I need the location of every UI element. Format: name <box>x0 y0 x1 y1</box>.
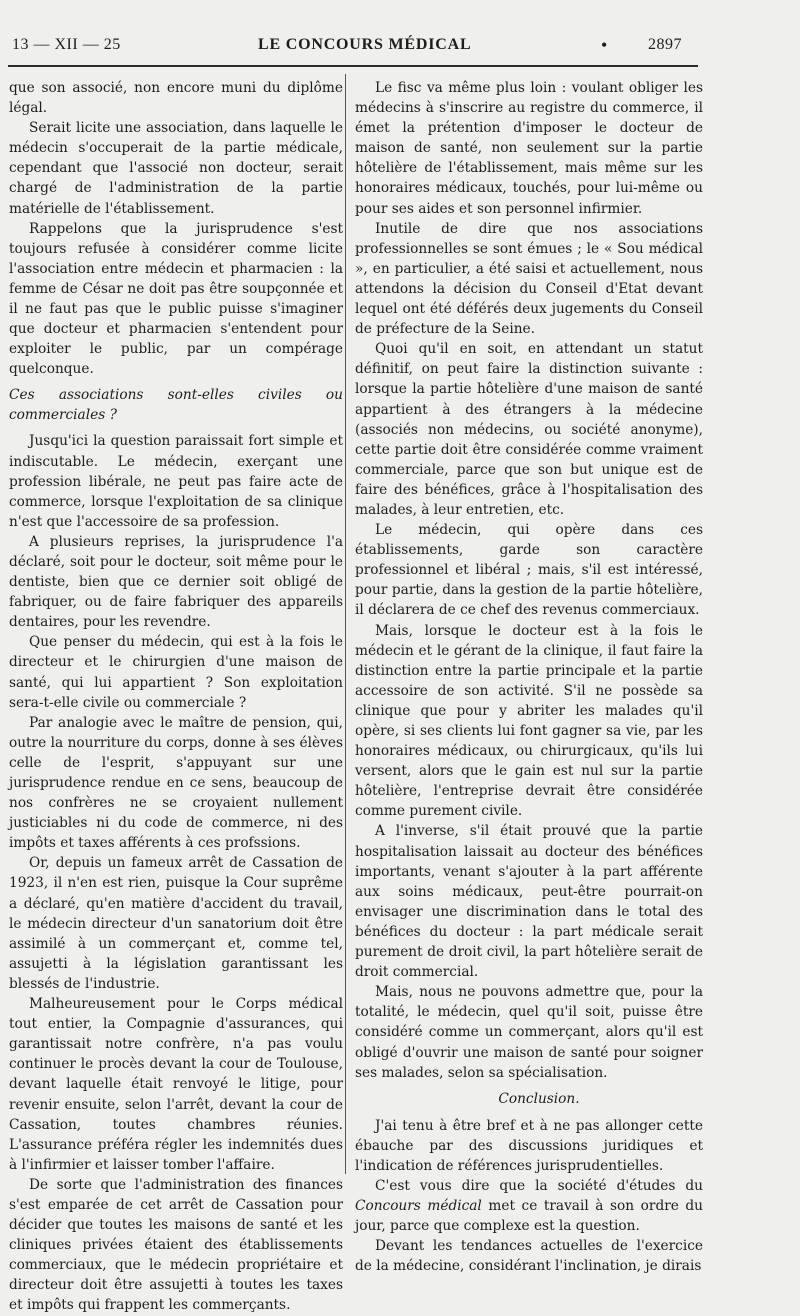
issue-date: 13 — XII — 25 <box>12 36 121 53</box>
paragraph: que son associé, non encore muni du diplôme légal. <box>9 80 343 117</box>
paragraph: Rappelons que la jurisprudence s'est toujours refusée à considérer comme licite l'association entre médecin et pharmacien : la femme de César ne doit pas être soupçonnée et il ne faut pas que le public puisse s'imaginer que docteur et pharmacien s'entendent pour exploiter le public, par un compérage quelconque. <box>9 220 343 378</box>
header-rule <box>8 65 698 67</box>
page-number: 2897 <box>648 36 682 53</box>
text-run: C'est vous dire que la société d'études du <box>375 1177 703 1194</box>
paragraph: Que penser du médecin, qui est à la fois le directeur et le chirurgien d'une maison de santé, qui lui appartient ? Son exploitation sera-t-elle civile ou commerciale ? <box>9 634 343 711</box>
journal-name: Concours médical <box>355 1198 482 1215</box>
left-column <box>9 78 343 1316</box>
paragraph: J'ai tenu à être bref et à ne pas allonger cette ébauche par des discussions juridiques et l'indication de références jurisprudentielles. <box>355 1117 703 1174</box>
paragraph: Malheureusement pour le Corps médical tout entier, la Compagnie d'assurances, qui garantissait notre confrère, n'a pas voulu continuer le procès devant la cour de Toulouse, devant laquelle était renvoyé le litige, pour revenir ensuite, selon l'arrêt, devant la cour de Cassation, toutes chambres réunies. L'assurance préféra régler les indemnités dues à l'infirmier et laisser tomber l'affaire. <box>9 996 343 1173</box>
text-run: met ce travail à son ordre du jour, parce que complexe est la question. <box>355 1198 703 1235</box>
paragraph: Or, depuis un fameux arrêt de Cassation de 1923, il n'en est rien, puisque la Cour suprême a déclaré, qu'en matière d'accident du travail, le médecin directeur d'un sanatorium doit être assimilé à un commerçant et, comme tel, assujetti à la législation garantissant les blessés de l'industrie. <box>9 855 343 992</box>
journal-title: LE CONCOURS MÉDICAL <box>258 36 472 53</box>
header-bullet: • <box>601 35 608 55</box>
paragraph: Quoi qu'il en soit, en attendant un statut définitif, on peut faire la distinction suivante : lorsque la partie hôtelière d'une maison de santé appartient à des étrangers à la médecine (associés non médecins, ou société anonyme), cette partie doit être considérée comme vraiment commerciale, parce que son but unique est de faire des bénéfices, grâce à l'hospitalisation des malades, à leur entretien, etc. <box>355 341 703 518</box>
paragraph: Le médecin, qui opère dans ces établissements, garde son caractère professionnel et libéral ; mais, s'il est intéressé, pour partie, dans la gestion de la partie hôtelière, il déclarera de ce chef des revenus commerciaux. <box>355 522 703 619</box>
conclusion-heading: Conclusion. <box>498 1090 580 1107</box>
paragraph: Serait licite une association, dans laquelle le médecin s'occuperait de la partie médicale, cependant que l'associé non docteur, serait chargé de l'administration de la partie matérielle de l'établissement. <box>9 120 343 217</box>
paragraph: Devant les tendances actuelles de l'exercice de la médecine, considérant l'inclination, je dirais <box>355 1238 703 1275</box>
paragraph: Mais, lorsque le docteur est à la fois le médecin et le gérant de la clinique, il faut faire la distinction entre la partie principale et la partie accessoire de son activité. S'il ne possède sa clinique que pour y abriter les malades qu'il opère, si ses clients lui font gagner sa vie, par les honoraires médicaux, ou chirurgicaux, qu'ils lui versent, alors que le gain est nul sur la partie hôtelière, l'entreprise devrait être considérée comme purement civile. <box>355 622 703 820</box>
paragraph: Inutile de dire que nos associations professionnelles se sont émues ; le « Sou médical », en particulier, a été saisi et actuellement, nous attendons la décision du Conseil d'Etat devant lequel ont été déférés deux jugements du Conseil de préfecture de la Seine. <box>355 220 703 338</box>
section-heading: Ces associations sont-elles civiles ou commerciales ? <box>9 387 343 424</box>
right-column <box>355 78 703 1276</box>
column-divider <box>345 74 346 1174</box>
paragraph: Par analogie avec le maître de pension, qui, outre la nourriture du corps, donne à ses élèves celle de l'esprit, s'appuyant sur une jurisprudence rendue en ce sens, beaucoup de nos confrères ne se croyaient nullement justiciables ni du code de commerce, ni des impôts et taxes afférents à ces profssions. <box>9 714 343 852</box>
paragraph: De sorte que l'administration des finances s'est emparée de cet arrêt de Cassation pour décider que toutes les maisons de santé et les cliniques privées étaient des établissements commerciaux, que le médecin propriétaire et directeur doit être assujetti à toutes les taxes et impôts qui frappent les commerçants. <box>9 1176 343 1314</box>
paragraph: A plusieurs reprises, la jurisprudence l'a déclaré, soit pour le docteur, soit même pour le dentiste, bien que ce dernier soit obligé de fabriquer, ou de faire fabriquer des appareils dentaires, pour les revendre. <box>9 533 343 631</box>
paragraph <box>355 1176 703 1236</box>
page-header <box>8 34 712 60</box>
paragraph: A l'inverse, s'il était prouvé que la partie hospitalisation laissait au docteur des bénéfices importants, venant s'ajouter à la part afférente aux soins médicaux, peut-être pourrait-on envisager une discrimination dans le total des bénéfices du docteur : la part médicale serait purement de droit civil, la part hôtelière serait de droit commercial. <box>355 823 703 981</box>
paragraph: Le fisc va même plus loin : voulant obliger les médecins à s'inscrire au registre du commerce, il émet la prétention d'imposer le docteur de maison de santé, non seulement sur la partie hôtelière de l'établissement, mais même sur les honoraires médicaux, touchés, pour lui-même ou pour ses aides et son personnel infirmier. <box>355 80 703 217</box>
paragraph: Mais, nous ne pouvons admettre que, pour la totalité, le médecin, quel qu'il soit, puisse être considéré comme un commerçant, alors qu'il est obligé d'ouvrir une maison de santé pour soigner ses malades, selon sa spécialisation. <box>355 984 703 1081</box>
paragraph: Jusqu'ici la question paraissait fort simple et indiscutable. Le médecin, exerçant une profession libérale, ne peut pas faire acte de commerce, lorsque l'exploitation de sa clinique n'est que l'accessoire de sa profession. <box>9 433 343 530</box>
